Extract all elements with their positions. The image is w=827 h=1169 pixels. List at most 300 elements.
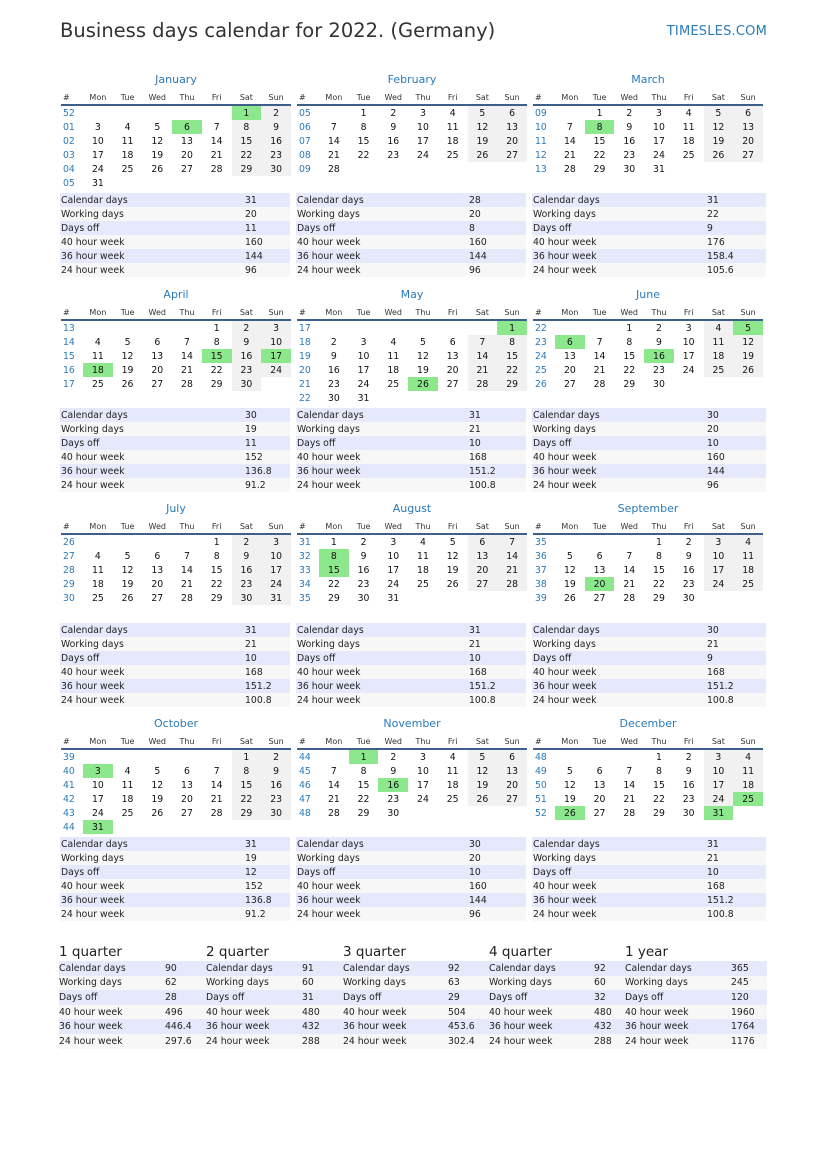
stat-value: 152 — [245, 450, 290, 464]
month-stats-table — [60, 408, 766, 492]
day-cell: 17 — [357, 364, 370, 376]
day-cell: 3 — [261, 320, 291, 335]
month-name: January — [155, 73, 197, 86]
stat-value: 10 — [469, 436, 526, 450]
day-cell: 22 — [327, 578, 340, 590]
stat-label: 36 hour week — [296, 249, 469, 263]
day-cell: 24 — [704, 792, 734, 806]
day-cell: 29 — [210, 592, 223, 604]
stat-value: 30 — [707, 623, 766, 637]
day-cell: 25 — [121, 163, 134, 175]
stat-value: 20 — [245, 207, 290, 221]
weekday-header: Fri — [674, 91, 704, 105]
stats-row — [60, 879, 766, 893]
day-cell: 12 — [121, 350, 134, 362]
stat-value: 21 — [707, 637, 766, 651]
day-cell: 3 — [704, 534, 734, 549]
weekday-header: Thu — [408, 91, 438, 105]
weekday-header: Mon — [555, 306, 585, 320]
day-cell: 21 — [210, 149, 223, 161]
day-cell: 25 — [91, 378, 104, 390]
stat-label: Days off — [296, 651, 469, 665]
week-row — [297, 591, 527, 605]
weekday-header: Mon — [319, 520, 349, 534]
week-row — [533, 534, 763, 549]
month-grid — [61, 735, 291, 834]
day-cell — [113, 534, 143, 549]
weekday-header: Sat — [468, 520, 498, 534]
stat-value: 144 — [707, 464, 766, 478]
day-cell: 12 — [704, 120, 734, 134]
week-row — [533, 363, 763, 377]
week-number-header: # — [61, 91, 83, 105]
stat-label: 36 hour week — [532, 893, 707, 907]
stat-value: 12 — [245, 865, 290, 879]
day-cell: 6 — [154, 336, 161, 348]
week-number: 30 — [63, 592, 75, 604]
day-cell: 13 — [468, 549, 498, 563]
week-number: 05 — [63, 177, 75, 189]
day-cell: 23 — [327, 378, 340, 390]
day-cell: 29 — [232, 162, 262, 176]
stat-label: 24 hour week — [532, 907, 707, 921]
week-row — [533, 577, 763, 591]
day-cell: 19 — [151, 149, 164, 161]
day-cell: 24 — [91, 163, 104, 175]
week-number: 09 — [535, 107, 547, 119]
stat-value: 10 — [707, 865, 766, 879]
day-cell: 7 — [626, 550, 633, 562]
day-cell: 17 — [653, 135, 665, 147]
week-row — [533, 105, 763, 120]
day-cell — [261, 176, 291, 190]
stat-label: 24 hour week — [60, 478, 245, 492]
week-number: 04 — [63, 163, 75, 175]
day-cell — [704, 377, 734, 391]
weekday-header: Wed — [378, 306, 408, 320]
day-cell: 30 — [682, 807, 695, 819]
stat-value: 31 — [245, 193, 290, 207]
stat-label: Calendar days — [60, 408, 245, 422]
day-cell: 25 — [704, 363, 734, 377]
week-number: 35 — [299, 592, 311, 604]
stat-label: Calendar days — [532, 408, 707, 422]
day-cell: 11 — [446, 121, 459, 133]
day-cell: 24 — [387, 578, 400, 590]
day-cell: 3 — [704, 749, 734, 764]
week-row — [533, 148, 763, 162]
day-cell: 28 — [593, 378, 606, 390]
week-number: 29 — [63, 578, 75, 590]
weekday-header: Sun — [497, 91, 527, 105]
week-row — [533, 320, 763, 335]
stats-row — [60, 221, 766, 235]
quarter-stat-value: 63 — [448, 976, 489, 991]
week-number: 17 — [299, 322, 311, 334]
day-cell: 5 — [449, 536, 456, 548]
weekday-header: Sun — [261, 306, 291, 320]
week-row — [61, 335, 291, 349]
day-cell: 11 — [704, 335, 734, 349]
stat-value: 30 — [707, 408, 766, 422]
weekday-header: Tue — [113, 520, 143, 534]
brand-link[interactable]: TIMESLES.COM — [666, 24, 767, 39]
weekday-header: Tue — [585, 306, 615, 320]
day-cell: 15 — [232, 134, 262, 148]
quarter-stat-label: Days off — [343, 990, 448, 1005]
week-row — [61, 162, 291, 176]
day-cell: 24 — [261, 363, 291, 377]
weekday-header: Fri — [438, 91, 468, 105]
day-cell: 26 — [555, 806, 585, 820]
week-row — [61, 363, 291, 377]
weekday-header: Wed — [614, 520, 644, 534]
month-name: November — [383, 717, 441, 730]
day-cell: 26 — [151, 163, 164, 175]
day-cell: 11 — [91, 350, 104, 362]
day-cell: 8 — [585, 120, 615, 134]
day-cell: 18 — [121, 149, 134, 161]
day-cell: 26 — [446, 578, 459, 590]
day-cell: 20 — [151, 578, 164, 590]
day-cell: 25 — [682, 149, 695, 161]
weekday-header: Wed — [378, 735, 408, 749]
stat-label: 24 hour week — [296, 907, 469, 921]
day-cell: 12 — [151, 779, 164, 791]
day-cell: 14 — [468, 349, 498, 363]
day-cell: 9 — [360, 550, 367, 562]
stat-value: 144 — [469, 893, 526, 907]
week-number: 19 — [299, 350, 311, 362]
week-row — [533, 349, 763, 363]
week-number: 31 — [299, 536, 311, 548]
weekday-header: Sat — [232, 306, 262, 320]
day-cell: 14 — [563, 135, 576, 147]
week-number: 46 — [299, 779, 311, 791]
stat-value: 168 — [469, 665, 526, 679]
day-cell: 22 — [593, 149, 606, 161]
weekday-header: Thu — [408, 735, 438, 749]
day-cell: 6 — [733, 105, 763, 120]
stat-value: 151.2 — [469, 464, 526, 478]
week-number: 21 — [299, 378, 311, 390]
day-cell — [585, 749, 615, 764]
day-cell: 9 — [390, 121, 397, 133]
day-cell: 6 — [497, 105, 527, 120]
week-row — [61, 591, 291, 605]
day-cell: 14 — [210, 135, 223, 147]
stat-value: 160 — [469, 235, 526, 249]
stat-label: 36 hour week — [532, 464, 707, 478]
week-row — [297, 391, 527, 405]
week-row — [533, 335, 763, 349]
day-cell — [232, 176, 262, 190]
quarter-stat-value: 1960 — [731, 1005, 767, 1020]
weekday-header: Sat — [468, 306, 498, 320]
stat-value: 91.2 — [245, 478, 290, 492]
day-cell: 11 — [121, 135, 134, 147]
day-cell: 26 — [408, 377, 438, 391]
stat-label: 36 hour week — [532, 679, 707, 693]
day-cell — [555, 534, 585, 549]
day-cell: 11 — [733, 764, 763, 778]
stat-value: 168 — [245, 665, 290, 679]
day-cell: 16 — [378, 778, 408, 792]
day-cell: 7 — [213, 765, 220, 777]
week-row — [297, 577, 527, 591]
weekday-header: Sun — [497, 306, 527, 320]
day-cell: 2 — [360, 536, 367, 548]
stat-label: 40 hour week — [532, 235, 707, 249]
day-cell: 29 — [232, 806, 262, 820]
week-row — [297, 749, 527, 764]
week-number: 10 — [535, 121, 547, 133]
day-cell: 27 — [181, 163, 193, 175]
week-row — [61, 764, 291, 778]
weekday-header: Mon — [83, 735, 113, 749]
day-cell: 1 — [596, 107, 603, 119]
day-cell: 19 — [121, 364, 134, 376]
day-cell: 18 — [83, 363, 113, 377]
stat-value: 168 — [707, 665, 766, 679]
month-march — [533, 72, 763, 176]
day-cell: 15 — [653, 564, 665, 576]
day-cell: 19 — [151, 793, 164, 805]
quarter-stat-label: 40 hour week — [489, 1005, 594, 1020]
day-cell: 30 — [232, 591, 262, 605]
stat-label: Calendar days — [532, 623, 707, 637]
day-cell: 13 — [733, 120, 763, 134]
weekday-header: Thu — [644, 306, 674, 320]
day-cell: 22 — [357, 149, 370, 161]
day-cell: 23 — [682, 793, 695, 805]
day-cell — [83, 749, 113, 764]
stat-label: 36 hour week — [60, 249, 245, 263]
stat-value: 168 — [707, 879, 766, 893]
day-cell: 9 — [261, 120, 291, 134]
day-cell: 18 — [446, 135, 459, 147]
stat-value: 22 — [707, 207, 766, 221]
month-july — [61, 501, 291, 605]
weekday-header: Tue — [113, 306, 143, 320]
day-cell: 10 — [704, 764, 734, 778]
day-cell: 27 — [497, 792, 527, 806]
week-number: 33 — [299, 564, 311, 576]
quarter-stat-value: 31 — [302, 990, 343, 1005]
week-row — [297, 120, 527, 134]
stat-value: 20 — [469, 207, 526, 221]
day-cell — [497, 162, 527, 176]
weekday-header: Sun — [497, 735, 527, 749]
day-cell: 1 — [360, 107, 367, 119]
day-cell: 10 — [91, 135, 104, 147]
week-number: 28 — [63, 564, 75, 576]
week-number: 22 — [535, 322, 547, 334]
week-number: 49 — [535, 765, 547, 777]
stat-label: 40 hour week — [296, 235, 469, 249]
week-number: 13 — [535, 163, 547, 175]
day-cell — [468, 591, 498, 605]
day-cell: 10 — [261, 549, 291, 563]
week-number: 06 — [299, 121, 311, 133]
day-cell — [172, 749, 202, 764]
day-cell: 18 — [91, 578, 104, 590]
day-cell — [202, 105, 232, 120]
day-cell: 25 — [417, 578, 429, 590]
stat-label: Working days — [532, 207, 707, 221]
day-cell: 14 — [593, 350, 606, 362]
day-cell: 20 — [733, 134, 763, 148]
stat-label: Days off — [532, 436, 707, 450]
stat-label: 36 hour week — [532, 249, 707, 263]
week-number: 15 — [63, 350, 75, 362]
week-number: 08 — [299, 149, 311, 161]
day-cell: 8 — [656, 765, 662, 777]
quarter-stat-label: Working days — [343, 976, 448, 991]
day-cell: 10 — [417, 121, 429, 133]
stat-label: Days off — [60, 865, 245, 879]
stat-label: Calendar days — [60, 623, 245, 637]
week-number: 14 — [63, 336, 75, 348]
month-name: December — [619, 717, 677, 730]
weekday-header: Fri — [674, 306, 704, 320]
quarter-stat-label: Working days — [625, 976, 731, 991]
day-cell: 22 — [210, 578, 223, 590]
day-cell — [142, 749, 172, 764]
weekday-header: Wed — [142, 520, 172, 534]
week-row — [297, 105, 527, 120]
month-grid — [533, 306, 763, 391]
day-cell: 10 — [91, 779, 104, 791]
day-cell — [614, 534, 644, 549]
day-cell: 23 — [232, 363, 262, 377]
quarter-title-2: 2 quarter — [206, 944, 269, 960]
day-cell — [733, 806, 763, 820]
day-cell: 23 — [387, 793, 400, 805]
week-row — [61, 134, 291, 148]
week-number-header: # — [533, 735, 555, 749]
weekday-header: Thu — [408, 306, 438, 320]
quarter-stats-row — [59, 1005, 767, 1020]
stat-value: 10 — [469, 651, 526, 665]
stats-row — [60, 436, 766, 450]
weekday-header: Sun — [261, 520, 291, 534]
day-cell: 14 — [210, 779, 223, 791]
day-cell: 11 — [91, 564, 104, 576]
stats-row — [60, 865, 766, 879]
day-cell: 27 — [733, 148, 763, 162]
week-number: 45 — [299, 765, 311, 777]
stat-label: 40 hour week — [532, 665, 707, 679]
stats-row — [60, 263, 766, 277]
day-cell: 12 — [563, 564, 576, 576]
day-cell — [408, 591, 438, 605]
week-number-header: # — [61, 520, 83, 534]
week-number: 44 — [63, 821, 75, 833]
day-cell — [142, 820, 172, 834]
week-row — [61, 534, 291, 549]
quarter-stat-value: 432 — [594, 1019, 625, 1034]
weekday-header: Sun — [733, 735, 763, 749]
month-grid — [297, 91, 527, 176]
day-cell — [172, 176, 202, 190]
day-cell: 6 — [555, 335, 585, 349]
week-number: 27 — [63, 550, 75, 562]
day-cell: 20 — [585, 577, 615, 591]
weekday-header: Sat — [704, 91, 734, 105]
day-cell: 2 — [626, 107, 633, 119]
day-cell: 9 — [656, 336, 662, 348]
day-cell: 15 — [623, 350, 636, 362]
week-number: 13 — [63, 322, 75, 334]
week-number: 16 — [63, 364, 75, 376]
week-number-header: # — [533, 520, 555, 534]
stat-label: Days off — [296, 436, 469, 450]
day-cell — [438, 591, 468, 605]
stat-label: 24 hour week — [296, 263, 469, 277]
day-cell — [261, 820, 291, 834]
day-cell: 9 — [685, 550, 692, 562]
quarter-stat-value: 446.4 — [165, 1019, 206, 1034]
day-cell: 7 — [468, 335, 498, 349]
stat-label: 24 hour week — [60, 263, 245, 277]
week-row — [533, 806, 763, 820]
quarter-stat-label: Working days — [206, 976, 302, 991]
week-number: 35 — [535, 536, 547, 548]
day-cell: 8 — [360, 765, 367, 777]
stat-label: 40 hour week — [296, 450, 469, 464]
day-cell: 26 — [121, 378, 134, 390]
weekday-header: Tue — [585, 91, 615, 105]
day-cell: 10 — [682, 336, 695, 348]
day-cell: 4 — [124, 765, 131, 777]
weekday-header: Sun — [497, 520, 527, 534]
stat-label: Calendar days — [296, 623, 469, 637]
day-cell: 2 — [390, 107, 397, 119]
month-august — [297, 501, 527, 605]
quarter-stat-label: 36 hour week — [59, 1019, 165, 1034]
week-row — [533, 120, 763, 134]
day-cell: 3 — [390, 536, 397, 548]
quarter-title-1: 1 quarter — [59, 944, 122, 960]
quarter-stat-label: 40 hour week — [343, 1005, 448, 1020]
quarter-stats-row — [59, 976, 767, 991]
quarter-stat-value: 1176 — [731, 1034, 767, 1049]
day-cell: 20 — [151, 364, 164, 376]
weekday-header: Fri — [438, 306, 468, 320]
quarter-stat-label: 24 hour week — [625, 1034, 731, 1049]
day-cell: 20 — [181, 149, 193, 161]
day-cell: 20 — [446, 364, 459, 376]
stat-label: 24 hour week — [532, 693, 707, 707]
stats-row — [60, 693, 766, 707]
month-april — [61, 287, 291, 391]
stats-row — [60, 422, 766, 436]
stat-label: Days off — [532, 221, 707, 235]
day-cell: 26 — [733, 363, 763, 377]
stats-row — [60, 837, 766, 851]
week-number-header: # — [297, 306, 319, 320]
day-cell: 10 — [387, 550, 400, 562]
day-cell: 16 — [682, 564, 695, 576]
quarter-stat-label: Calendar days — [489, 961, 594, 976]
week-number: 03 — [63, 149, 75, 161]
week-number: 38 — [535, 578, 547, 590]
day-cell — [202, 176, 232, 190]
quarter-stat-label: Calendar days — [206, 961, 302, 976]
day-cell: 20 — [563, 364, 576, 376]
day-cell: 5 — [154, 765, 161, 777]
